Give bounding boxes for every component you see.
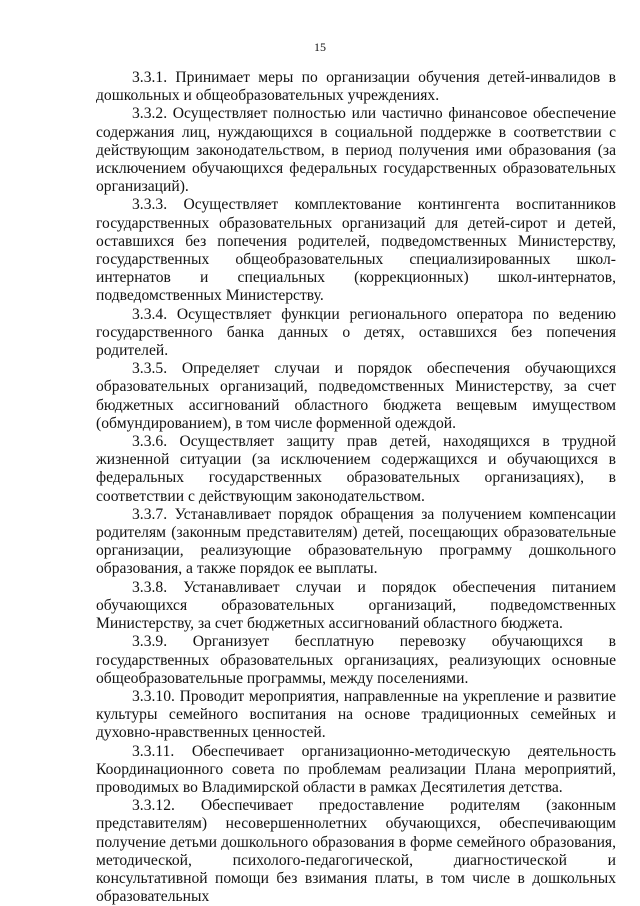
paragraph-3-3-10: 3.3.10. Проводит мероприятия, направленные на укрепление и развитие культуры семейного воспитания на основе традиционных семейных и духовно-нравственных ценностей.: [96, 687, 616, 742]
paragraph-3-3-8: 3.3.8. Устанавливает случаи и порядок обеспечения питанием обучающихся образовательных организаций, подведомственных Министерству, за счет бюджетных ассигнований областного бюджета.: [96, 578, 616, 633]
paragraph-3-3-5: 3.3.5. Определяет случаи и порядок обеспечения обучающихся образовательных организаций, подведомственных Министерству, за счет бюджетных ассигнований областного бюджета вещевым имуществом (обмундированием), в том числе форменной одеждой.: [96, 360, 616, 432]
paragraph-3-3-3: 3.3.3. Осуществляет комплектование контингента воспитанников государственных образовательных организаций для детей-сирот и детей, оставшихся без попечения родителей, подведомственных Министерству, государственных общеобразовательных специализированных школ-интернатов и специальных (коррекционных) школ-интернатов, подведомственных Министерству.: [96, 196, 616, 305]
paragraph-3-3-2: 3.3.2. Осуществляет полностью или частично финансовое обеспечение содержания лиц, нуждающихся в социальной поддержке в соответствии с действующим законодательством, в период получения ими образования (за исключением обучающихся федеральных государственных образовательных организаций).: [96, 105, 616, 196]
paragraph-3-3-9: 3.3.9. Организует бесплатную перевозку обучающихся в государственных образовательных организациях, реализующих основные общеобразовательные программы, между поселениями.: [96, 633, 616, 687]
page-number: 15: [314, 40, 326, 54]
document-body: [96, 69, 616, 906]
paragraph-3-3-1: 3.3.1. Принимает меры по организации обучения детей-инвалидов в дошкольных и общеобразовательных учреждениях.: [96, 69, 616, 105]
paragraph-3-3-6: 3.3.6. Осуществляет защиту прав детей, находящихся в трудной жизненной ситуации (за исключением содержащихся и обучающихся в федеральных государственных образовательных организациях), в соответствии с действующим законодательством.: [96, 433, 616, 505]
paragraph-3-3-7: 3.3.7. Устанавливает порядок обращения за получением компенсации родителям (законным представителям) детей, посещающих образовательные организации, реализующие образовательную программу дошкольного образования, а также порядок ее выплаты.: [96, 505, 616, 578]
paragraph-3-3-11: 3.3.11. Обеспечивает организационно-методическую деятельность Координационного совета по проблемам реализации Плана мероприятий, проводимых во Владимирской области в рамках Десятилетия детства.: [96, 742, 616, 796]
paragraph-3-3-4: 3.3.4. Осуществляет функции регионального оператора по ведению государственного банка данных о детях, оставшихся без попечения родителей.: [96, 305, 616, 360]
paragraph-3-3-12: 3.3.12. Обеспечивает предоставление родителям (законным представителям) несовершеннолетних обучающихся, обеспечивающим получение детьми дошкольного образования в форме семейного образования, методической, психолого-педагогической, диагностической и консультативной помощи без взимания платы, в том числе в дошкольных образовательных: [96, 797, 616, 906]
